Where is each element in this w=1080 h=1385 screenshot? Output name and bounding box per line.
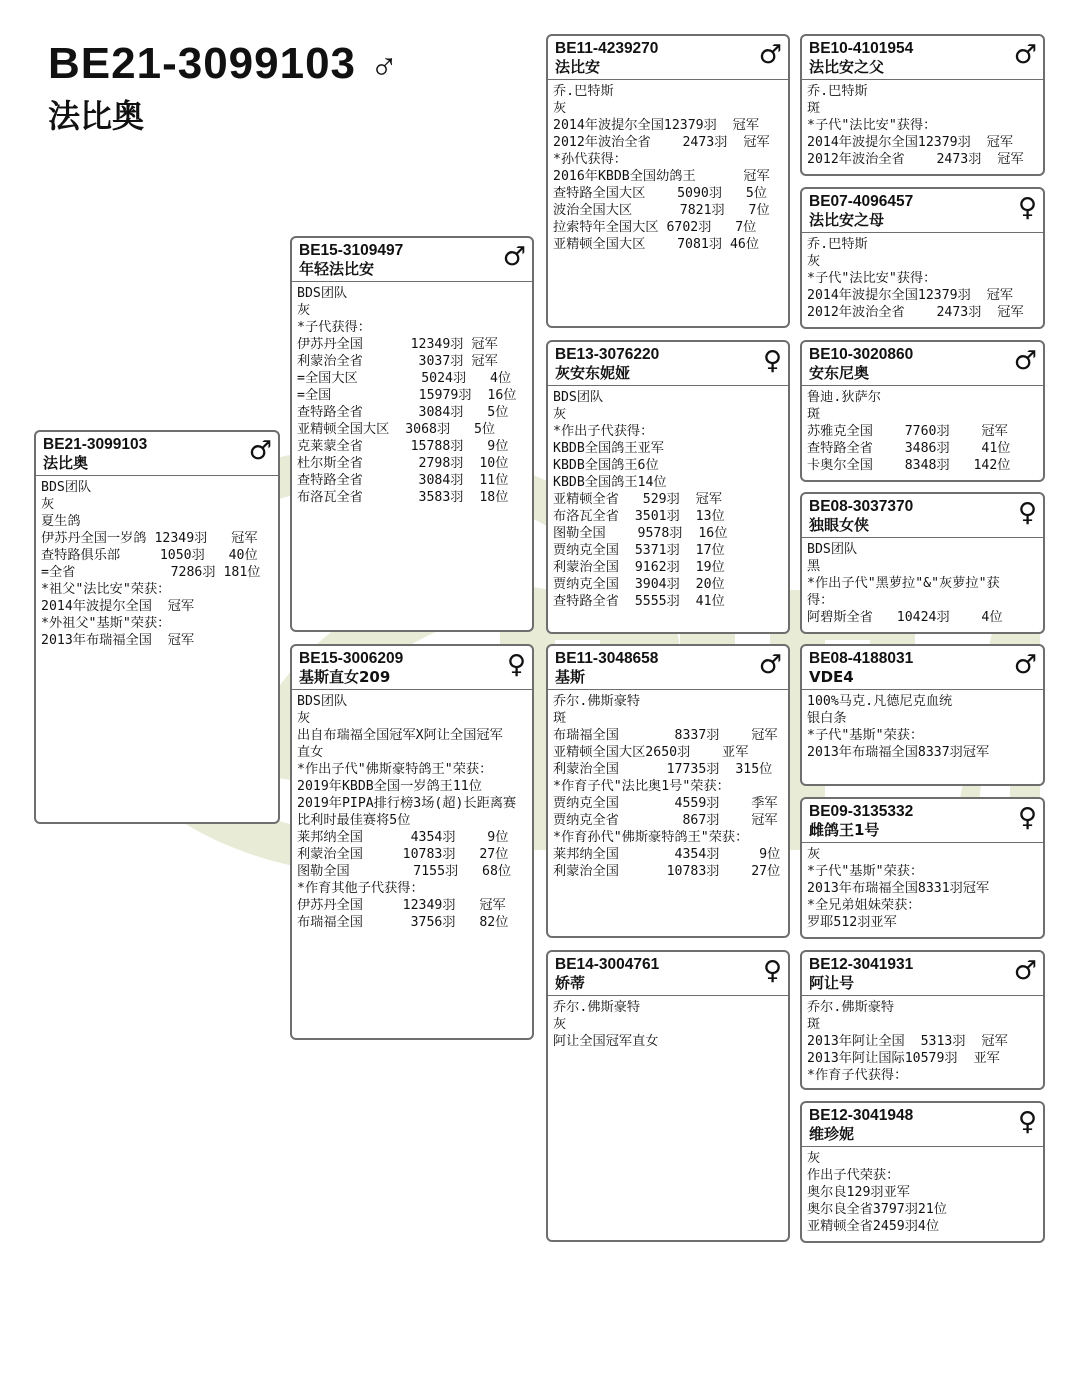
detail-line: *祖父"法比安"荣获：	[41, 582, 171, 597]
ring-number: BE15-3109497	[299, 242, 404, 259]
ring-number: BE21-3099103	[43, 436, 148, 453]
detail-line: 查特路全省 5555羽 41位	[553, 594, 725, 609]
page-title	[48, 38, 400, 136]
female-icon: ♀	[1017, 498, 1037, 528]
detail-line: 夏生鸽	[41, 514, 81, 529]
card-sire	[290, 236, 534, 632]
card-details	[36, 476, 278, 652]
card-dam	[290, 644, 534, 1040]
ring-number: BE13-3076220	[555, 346, 660, 363]
female-icon: ♀	[1017, 193, 1037, 223]
main-pigeon-name: 法比奥	[48, 97, 145, 135]
detail-line: 2014年波提尔全国 冠军	[41, 599, 195, 614]
detail-line: 罗耶512羽亚军	[807, 915, 897, 930]
detail-line: =全省 7286羽 181位	[41, 565, 261, 580]
detail-line: 查特路全省 3486羽 41位	[807, 441, 1011, 456]
female-icon: ♀	[506, 650, 526, 680]
pigeon-name: 基斯	[555, 668, 586, 686]
detail-line: 拉索特年全国大区 6702羽 7位	[553, 220, 757, 235]
card-dam-sire-dam	[800, 797, 1045, 939]
detail-line: 乔.巴特斯	[553, 84, 614, 99]
detail-line: 奥尔良全省3797羽21位	[807, 1202, 947, 1217]
detail-line: 2012年波治全省 2473羽 冠军	[553, 135, 770, 150]
detail-line: 贾纳克全国 3904羽 20位	[553, 577, 725, 592]
detail-line: 图勒全国 9578羽 16位	[553, 526, 728, 541]
card-dam-dam-sire	[800, 950, 1045, 1090]
detail-line: =全国 15979羽 16位	[297, 388, 517, 403]
card-details	[802, 843, 1043, 934]
detail-line: 布洛瓦全省 3583羽 18位	[297, 490, 509, 505]
detail-line: 2019年PIPA排行榜3场(超)长距离赛	[297, 796, 517, 811]
detail-line: 莱邦纳全国 4354羽 9位	[553, 847, 781, 862]
detail-line: 贾纳克全国 5371羽 17位	[553, 543, 725, 558]
detail-line: 灰	[807, 847, 821, 862]
detail-line: 乔.巴特斯	[807, 237, 868, 252]
card-sire-dam-dam	[800, 492, 1045, 634]
card-dam-dam	[546, 950, 790, 1242]
detail-line: 杜尔斯全省 2798羽 10位	[297, 456, 509, 471]
main-ring-number: BE21-3099103 ♂	[48, 39, 400, 88]
detail-line: 作出子代荣获：	[807, 1168, 900, 1183]
pigeon-name: 雌鸽王1号	[809, 821, 880, 839]
pigeon-name: 法比安之母	[809, 211, 885, 229]
detail-line: 2013年布瑞福全国8331羽冠军	[807, 881, 990, 896]
card-details	[292, 282, 532, 509]
detail-line: *作育子代获得：	[807, 1068, 908, 1083]
card-sire-sire	[546, 34, 790, 328]
detail-line: 布瑞福全国 3756羽 82位	[297, 915, 509, 930]
detail-line: 阿碧斯全省 10424羽 4位	[807, 610, 1003, 625]
detail-line: 利蒙治全国 17735羽 315位	[553, 762, 773, 777]
detail-line: 贾纳克全国 4559羽 季军	[553, 796, 778, 811]
detail-line: *子代获得：	[297, 320, 371, 335]
detail-line: 亚精顿全国大区2650羽 亚军	[553, 745, 749, 760]
detail-line: 伊苏丹全国一岁鸽 12349羽 冠军	[41, 531, 258, 546]
detail-line: 2014年波提尔全国12379羽 冠军	[807, 288, 1014, 303]
detail-line: *作育孙代"佛斯豪特鸽王"荣获：	[553, 830, 749, 845]
detail-line: 查特路全省 3084羽 5位	[297, 405, 509, 420]
detail-line: 100%马克.凡德尼克血统	[807, 694, 953, 709]
detail-line: *子代"基斯"荣获：	[807, 728, 924, 743]
detail-line: *作出子代获得：	[553, 424, 654, 439]
detail-line: 斑	[553, 711, 567, 726]
card-sire-sire-dam	[800, 187, 1045, 329]
detail-line: 布瑞福全国 8337羽 冠军	[553, 728, 778, 743]
detail-line: 2014年波提尔全国12379羽 冠军	[807, 135, 1014, 150]
detail-line: 2012年波治全省 2473羽 冠军	[807, 152, 1024, 167]
card-sire-dam-sire	[800, 340, 1045, 482]
detail-line: 斑	[807, 407, 821, 422]
pigeon-name: 安东尼奥	[809, 364, 870, 382]
detail-line: 2014年波提尔全国12379羽 冠军	[553, 118, 760, 133]
ring-number: BE10-3020860	[809, 346, 914, 363]
pigeon-name: 法比安	[555, 58, 601, 76]
detail-line: 查特路全国大区 5090羽 5位	[553, 186, 767, 201]
card-details	[548, 996, 788, 1053]
male-icon: ♂	[502, 242, 526, 272]
detail-line: 利蒙治全国 9162羽 19位	[553, 560, 725, 575]
detail-line: BDS团队	[41, 480, 92, 495]
detail-line: 伊苏丹全国 12349羽 冠军	[297, 898, 506, 913]
male-icon: ♂	[758, 650, 782, 680]
ring-number: BE11-4239270	[555, 40, 659, 57]
detail-line: 奥尔良129羽亚军	[807, 1185, 910, 1200]
ring-number: BE08-4188031	[809, 650, 914, 667]
detail-line: 直女	[297, 745, 324, 760]
detail-line: 灰	[807, 254, 821, 269]
card-details	[548, 386, 788, 613]
detail-line: 斑	[807, 101, 821, 116]
card-details	[802, 233, 1043, 324]
detail-line: 乔.巴特斯	[807, 84, 868, 99]
detail-line: 亚精顿全省 529羽 冠军	[553, 492, 723, 507]
card-sire-sire-sire	[800, 34, 1045, 176]
male-icon: ♂	[248, 436, 272, 466]
card-dam-dam-dam	[800, 1101, 1045, 1243]
male-icon: ♂	[758, 40, 782, 70]
detail-line: 乔尔.佛斯豪特	[807, 1000, 895, 1015]
detail-line: 波治全国大区 7821羽 7位	[553, 203, 770, 218]
detail-line: KBDB全国鸽王6位	[553, 458, 659, 473]
detail-line: 2013年布瑞福全国 冠军	[41, 633, 195, 648]
detail-line: *作育子代"法比奥1号"荣获：	[553, 779, 730, 794]
detail-line: 亚精顿全省2459羽4位	[807, 1219, 940, 1234]
detail-line: 2013年阿让国际10579羽 亚军	[807, 1051, 1000, 1066]
pigeon-name: 阿让号	[809, 974, 855, 992]
card-details	[802, 538, 1043, 629]
card-details	[292, 690, 532, 934]
detail-line: 出自布瑞福全国冠军X阿让全国冠军	[297, 728, 503, 743]
male-icon: ♂	[1013, 956, 1037, 986]
detail-line: *全兄弟姐妹荣获：	[807, 898, 921, 913]
detail-line: BDS团队	[297, 286, 348, 301]
pigeon-name: 法比安之父	[809, 58, 885, 76]
detail-line: 利蒙治全国 10783羽 27位	[553, 864, 781, 879]
detail-line: 克莱蒙全省 15788羽 9位	[297, 439, 509, 454]
detail-line: 乔尔.佛斯豪特	[553, 1000, 641, 1015]
detail-line: 灰	[553, 407, 567, 422]
card-dam-sire-sire	[800, 644, 1045, 786]
detail-line: 2013年阿让全国 5313羽 冠军	[807, 1034, 1008, 1049]
female-icon: ♀	[1017, 803, 1037, 833]
card-sire-dam	[546, 340, 790, 634]
detail-line: *孙代获得：	[553, 152, 627, 167]
card-details	[802, 386, 1043, 477]
pigeon-name: 娇蒂	[555, 974, 586, 992]
detail-line: 苏雅克全国 7760羽 冠军	[807, 424, 1008, 439]
ring-number: BE11-3048658	[555, 650, 659, 667]
pigeon-name: VDE4	[809, 668, 854, 686]
detail-line: BDS团队	[553, 390, 604, 405]
male-icon: ♂	[1013, 650, 1037, 680]
detail-line: 莱邦纳全国 4354羽 9位	[297, 830, 509, 845]
detail-line: 得：	[807, 593, 834, 608]
ring-number: BE08-3037370	[809, 498, 914, 515]
card-dam-sire	[546, 644, 790, 938]
card-details	[548, 690, 788, 883]
detail-line: *作育其他子代获得：	[297, 881, 424, 896]
detail-line: 亚精顿全国大区 7081羽 46位	[553, 237, 760, 252]
detail-line: 贾纳克全省 867羽 冠军	[553, 813, 778, 828]
ring-number: BE09-3135332	[809, 803, 914, 820]
detail-line: 灰	[41, 497, 55, 512]
card-details	[802, 996, 1043, 1087]
detail-line: 卡奥尔全国 8348羽 142位	[807, 458, 1011, 473]
detail-line: 黑	[807, 559, 821, 574]
pigeon-name: 年轻法比安	[299, 260, 375, 278]
detail-line: 利蒙治全国 10783羽 27位	[297, 847, 509, 862]
detail-line: 银白条	[807, 711, 847, 726]
card-details	[802, 1147, 1043, 1238]
detail-line: *外祖父"基斯"荣获：	[41, 616, 171, 631]
detail-line: BDS团队	[807, 542, 858, 557]
detail-line: *子代"基斯"荣获：	[807, 864, 924, 879]
female-icon: ♀	[762, 956, 782, 986]
male-icon: ♂	[1013, 40, 1037, 70]
ring-number: BE14-3004761	[555, 956, 660, 973]
detail-line: 利蒙治全省 3037羽 冠军	[297, 354, 498, 369]
female-icon: ♀	[762, 346, 782, 376]
detail-line: *子代"法比安"获得：	[807, 118, 937, 133]
female-icon: ♀	[1017, 1107, 1037, 1137]
detail-line: BDS团队	[297, 694, 348, 709]
detail-line: *子代"法比安"获得：	[807, 271, 937, 286]
male-icon: ♂	[370, 45, 400, 87]
detail-line: 斑	[807, 1017, 821, 1032]
detail-line: 查特路全省 3084羽 11位	[297, 473, 509, 488]
detail-line: *作出子代"佛斯豪特鸽王"荣获：	[297, 762, 493, 777]
detail-line: 灰	[553, 1017, 567, 1032]
detail-line: KBDB全国鸽王14位	[553, 475, 667, 490]
pigeon-name: 独眼女侠	[809, 516, 870, 534]
detail-line: 鲁迪.狄萨尔	[807, 390, 881, 405]
detail-line: 比利时最佳赛将5位	[297, 813, 411, 828]
ring-number: BE12-3041948	[809, 1107, 914, 1124]
card-details	[802, 80, 1043, 171]
card-details	[802, 690, 1043, 764]
ring-number: BE10-4101954	[809, 40, 914, 57]
detail-line: 灰	[297, 303, 311, 318]
detail-line: 查特路俱乐部 1050羽 40位	[41, 548, 258, 563]
detail-line: 阿让全国冠军直女	[553, 1034, 659, 1049]
detail-line: 2013年布瑞福全国8337羽冠军	[807, 745, 990, 760]
pigeon-name: 维珍妮	[809, 1125, 855, 1143]
ring-number: BE12-3041931	[809, 956, 914, 973]
detail-line: 2012年波治全省 2473羽 冠军	[807, 305, 1024, 320]
detail-line: 亚精顿全国大区 3068羽 5位	[297, 422, 496, 437]
detail-line: *作出子代"黑萝拉"&"灰萝拉"获	[807, 576, 1000, 591]
male-icon: ♂	[1013, 346, 1037, 376]
detail-line: 2016年KBDB全国幼鸽王 冠军	[553, 169, 770, 184]
detail-line: 乔尔.佛斯豪特	[553, 694, 641, 709]
pigeon-name: 灰安东妮娅	[555, 364, 631, 382]
detail-line: 灰	[553, 101, 567, 116]
ring-number: BE07-4096457	[809, 193, 914, 210]
card-details	[548, 80, 788, 256]
ring-number: BE15-3006209	[299, 650, 404, 667]
detail-line: 伊苏丹全国 12349羽 冠军	[297, 337, 498, 352]
detail-line: 2019年KBDB全国一岁鸽王11位	[297, 779, 482, 794]
detail-line: KBDB全国鸽王亚军	[553, 441, 664, 456]
detail-line: 灰	[807, 1151, 821, 1166]
detail-line: 图勒全国 7155羽 68位	[297, 864, 512, 879]
pigeon-name: 法比奥	[43, 454, 89, 472]
detail-line: =全国大区 5024羽 4位	[297, 371, 512, 386]
detail-line: 布洛瓦全省 3501羽 13位	[553, 509, 725, 524]
pigeon-name: 基斯直女209	[299, 668, 391, 686]
card-subject	[34, 430, 280, 824]
detail-line: 灰	[297, 711, 311, 726]
